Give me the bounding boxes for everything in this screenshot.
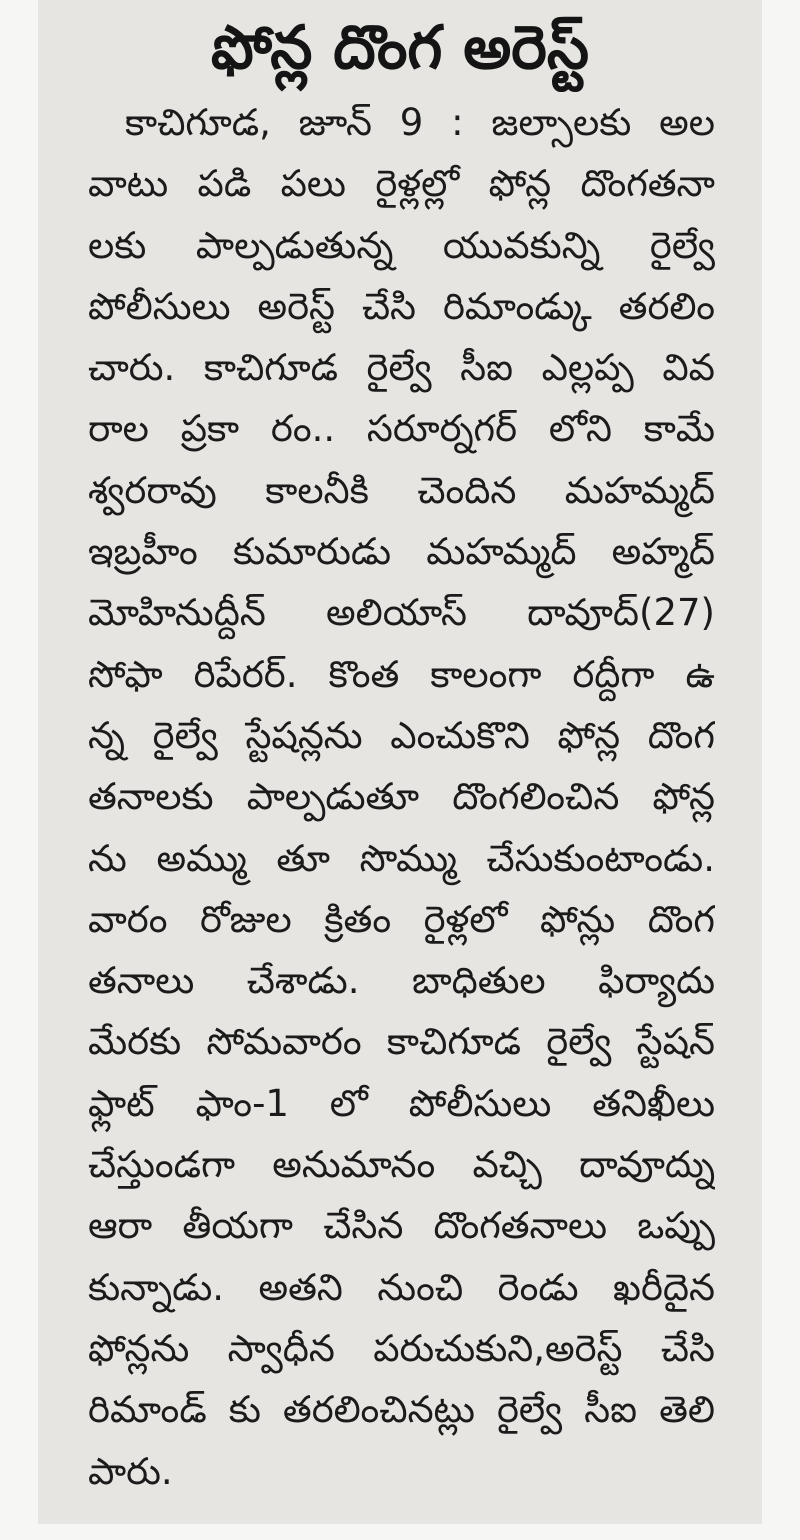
headline: ఫోన్ల దొంగ అరెస్ట్ bbox=[211, 13, 589, 83]
article-text-line: తనాలు చేశాడు. బాధితుల ఫిర్యాదు bbox=[88, 959, 715, 1003]
article-text-line: రాల ప్రకా రం.. సరూర్నగర్ లోని కామే bbox=[88, 407, 715, 451]
article-text-line: వాటు పడి పలు రైళ్లల్లో ఫోన్ల దొంగతనా bbox=[88, 162, 715, 206]
article-text-line: లకు పాల్పడుతున్న యువకున్ని రైల్వే bbox=[88, 223, 715, 267]
article-text-line: తనాలకు పాల్పడుతూ దొంగలించిన ఫోన్ల bbox=[88, 775, 715, 819]
article-text-line: పోలీసులు అరెస్ట్ చేసి రిమాండ్కు తరలిం bbox=[88, 284, 715, 328]
article-text-line: శ్వరరావు కాలనీకి చెందిన మహమ్మద్ bbox=[88, 468, 715, 512]
article-text-line: మోహినుద్దీన్ అలియాస్ దావూద్(27) bbox=[88, 591, 715, 635]
article-text-line: ఫోన్లను స్వాధీన పరుచుకుని,అరెస్ట్ చేసి bbox=[88, 1326, 715, 1370]
article-text-line: న్న రైల్వే స్టేషన్లను ఎంచుకొని ఫోన్ల దొంగ bbox=[88, 713, 715, 757]
article-text-line: చారు. కాచిగూడ రైల్వే సీఐ ఎల్లప్ప వివ bbox=[88, 346, 715, 390]
article-text-line: చేస్తుండగా అనుమానం వచ్చి దావూద్ను bbox=[88, 1143, 715, 1187]
article-text-line: కాచిగూడ, జూన్ 9 : జల్సాలకు అల bbox=[125, 101, 715, 144]
news-article bbox=[38, 0, 762, 1524]
article-text-line: కున్నాడు. అతని నుంచి రెండు ఖరీదైన bbox=[88, 1265, 715, 1309]
article-text-line: ఫ్లాట్ ఫాం-1 లో పోలీసులు తనిఖీలు bbox=[88, 1081, 715, 1125]
article-text-line: వారం రోజుల క్రితం రైళ్లలో ఫోన్లు దొంగ bbox=[88, 897, 715, 941]
article-text-line: ఇబ్రహీం కుమారుడు మహమ్మద్ అహ్మద్ bbox=[88, 530, 715, 574]
article-text-line: ఆరా తీయగా చేసిన దొంగతనాలు ఒప్పు bbox=[88, 1204, 715, 1248]
article-body bbox=[88, 92, 715, 1502]
article-text-line: రిమాండ్ కు తరలించినట్లు రైల్వే సీఐ తెలి bbox=[88, 1388, 715, 1432]
article-text-line: సోఫా రిపేరర్. కొంత కాలంగా రద్దీగా ఉ bbox=[88, 652, 715, 696]
article-text-line: మేరకు సోమవారం కాచిగూడ రైల్వే స్టేషన్ bbox=[88, 1020, 715, 1064]
article-text-line: పారు. bbox=[88, 1449, 173, 1493]
article-text-line: ను అమ్ము తూ సొమ్ము చేసుకుంటాండు. bbox=[88, 836, 715, 880]
